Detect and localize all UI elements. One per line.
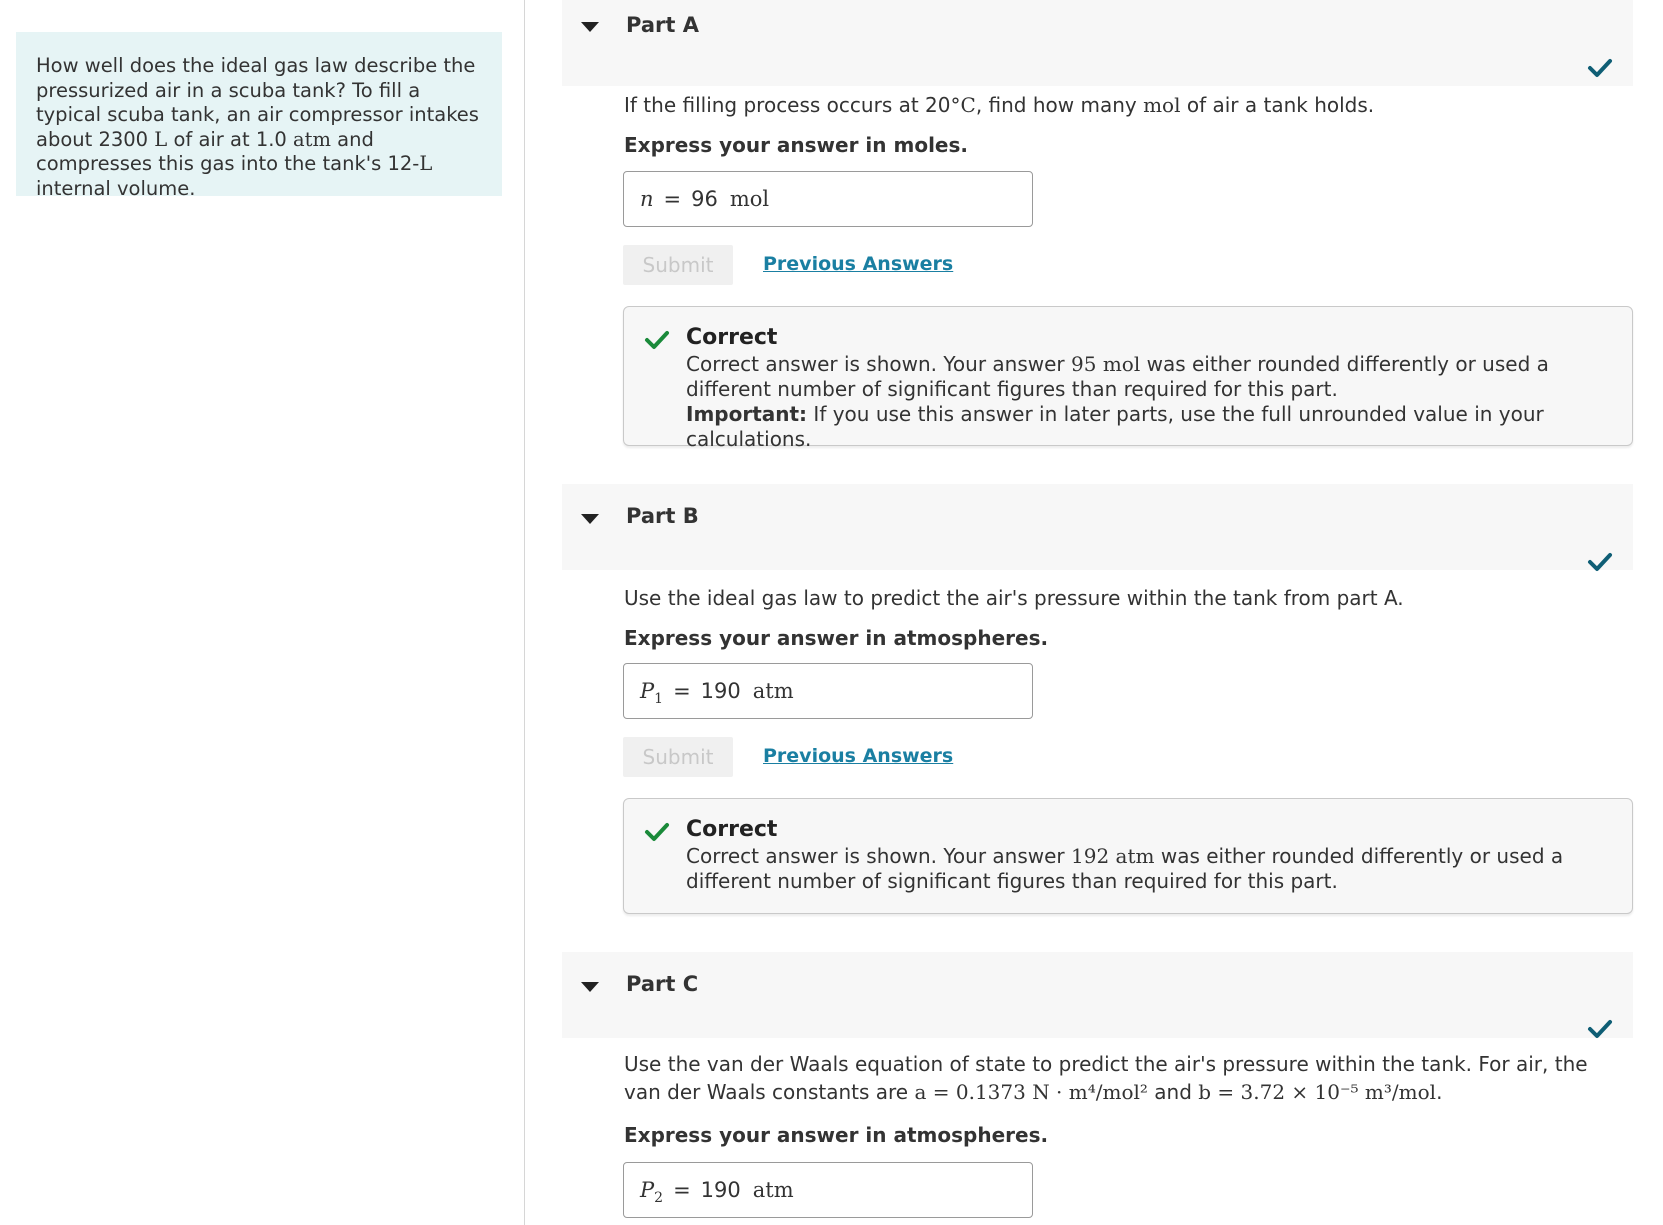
feedback-submitted-value: 192 atm	[1071, 844, 1155, 868]
feedback-body	[686, 844, 1606, 894]
part-b-submit-button[interactable]: Submit	[623, 737, 733, 777]
answer-unit: atm	[752, 679, 794, 703]
part-c-instruction: Express your answer in atmospheres.	[624, 1123, 1049, 1147]
part-c-title: Part C	[626, 972, 699, 996]
part-c-question	[624, 1050, 1624, 1106]
feedback-important-text: If you use this answer in later parts, use the full unrounded value in your calculations.	[686, 402, 1544, 451]
part-b-title: Part B	[626, 504, 699, 528]
feedback-body	[686, 352, 1606, 452]
part-a-question-mol: mol	[1143, 93, 1181, 117]
checkmark-icon	[1587, 1018, 1613, 1040]
intro-text-1: How well does the ideal gas law describe the pressurized air in a scuba tank? To fill a typical scuba tank, an air compressor intakes about 2300	[36, 54, 479, 151]
part-b-instruction: Express your answer in atmospheres.	[624, 626, 1049, 650]
answer-variable: P	[640, 679, 655, 703]
part-b-header[interactable]	[562, 484, 1633, 570]
part-b-question: Use the ideal gas law to predict the air's pressure within the tank from part A.	[624, 586, 1404, 610]
part-a-instruction: Express your answer in moles.	[624, 133, 968, 157]
part-b-previous-answers-link[interactable]: Previous Answers	[763, 745, 954, 767]
problem-panel	[0, 0, 524, 1225]
problem-intro	[16, 32, 502, 200]
caret-down-icon[interactable]	[581, 514, 599, 524]
caret-down-icon[interactable]	[581, 982, 599, 992]
green-checkmark-icon	[644, 329, 670, 351]
feedback-text-1: Correct answer is shown. Your answer	[686, 844, 1072, 868]
part-b-answer-field[interactable]	[623, 663, 1033, 719]
answer-equals: =	[673, 1178, 691, 1202]
answer-value: 190	[700, 679, 741, 703]
intro-text-2: of air at 1.0	[167, 127, 294, 151]
part-a-question-text-1: If the filling process occurs at 20	[624, 93, 951, 117]
caret-down-icon[interactable]	[581, 22, 599, 32]
checkmark-icon	[1587, 551, 1613, 573]
part-a-question-degree: °C	[950, 93, 976, 117]
answer-variable-subscript: 1	[654, 691, 664, 708]
part-c-constant-a: a = 0.1373 N · m⁴/mol²	[914, 1080, 1148, 1104]
feedback-text-2: was either rounded differently or used a different number of significant figures than required for this part.	[686, 844, 1564, 893]
panel-divider	[524, 0, 525, 1225]
intro-unit-liters: L	[154, 127, 168, 151]
part-a-answer-field[interactable]	[623, 171, 1033, 227]
part-a-feedback	[623, 306, 1633, 451]
feedback-title: Correct	[686, 325, 778, 350]
checkmark-icon	[1587, 57, 1613, 79]
answer-value: 96	[691, 187, 718, 211]
part-a-question-text-2: , find how many	[975, 93, 1144, 117]
part-c-answer-field[interactable]	[623, 1162, 1033, 1218]
feedback-submitted-value: 95 mol	[1071, 352, 1141, 376]
answer-variable: n	[640, 187, 654, 211]
answer-value: 190	[700, 1178, 741, 1202]
part-b-feedback	[623, 798, 1633, 914]
green-checkmark-icon	[644, 821, 670, 843]
intro-text-3: and compresses this gas into the tank's 12-	[36, 127, 420, 175]
answer-unit: atm	[752, 1178, 794, 1202]
answer-equals: =	[673, 679, 691, 703]
part-c-question-end: .	[1436, 1080, 1443, 1104]
part-c-question-and: and	[1147, 1080, 1199, 1104]
answer-equals: =	[663, 187, 682, 211]
intro-text-4: internal volume.	[36, 176, 196, 200]
intro-unit-liters-2: L	[419, 152, 433, 175]
part-a-submit-button[interactable]: Submit	[623, 245, 733, 285]
feedback-text-2: was either rounded differently or used a different number of significant figures than required for this part.	[686, 352, 1549, 401]
part-c-header[interactable]	[562, 952, 1633, 1038]
answer-unit: mol	[729, 187, 770, 211]
feedback-text-1: Correct answer is shown. Your answer	[686, 352, 1072, 376]
part-c-question-text: Use the van der Waals equation of state to predict the air's pressure within the tank. For air, the van der Waals constants are	[624, 1052, 1588, 1104]
part-a-header[interactable]	[562, 0, 1633, 86]
part-a-previous-answers-link[interactable]: Previous Answers	[763, 253, 954, 275]
part-a-question	[624, 91, 1374, 119]
feedback-title: Correct	[686, 817, 778, 842]
intro-unit-atm: atm	[293, 127, 331, 151]
part-a-question-text-3: of air a tank holds.	[1180, 93, 1375, 117]
answer-variable-subscript: 2	[654, 1190, 664, 1207]
answer-variable: P	[640, 1178, 655, 1202]
part-c-constant-b: b = 3.72 × 10⁻⁵ m³/mol	[1198, 1080, 1437, 1104]
feedback-important-label: Important:	[686, 402, 808, 426]
part-a-title: Part A	[626, 13, 699, 37]
